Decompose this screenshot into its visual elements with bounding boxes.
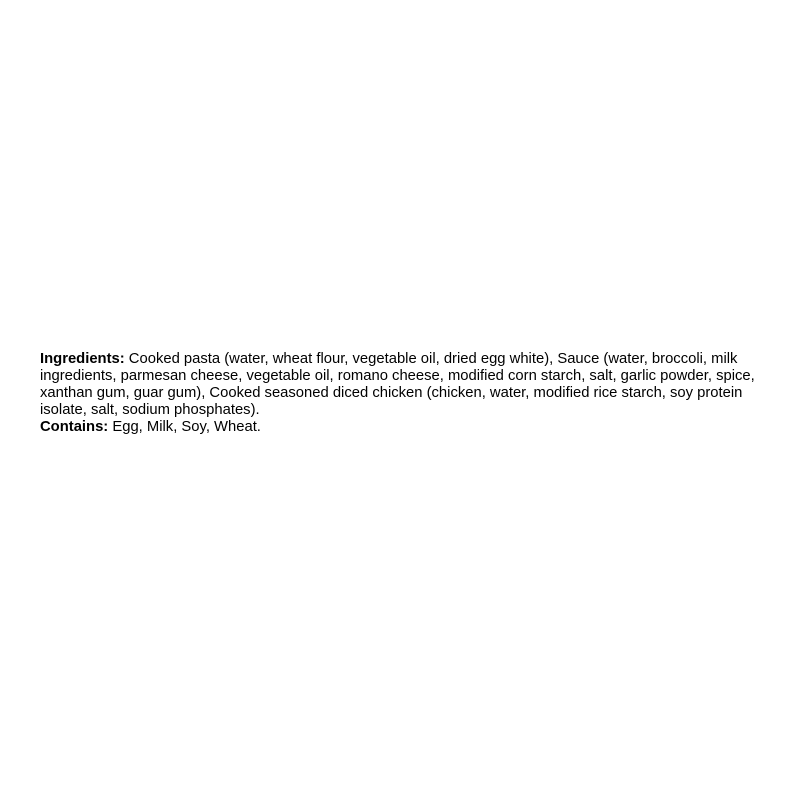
ingredients-line-2: ingredients, parmesan cheese, vegetable oil, romano cheese, modified corn starch, salt, garlic powder, spice, [40,368,755,384]
ingredients-line-1-text: Cooked pasta (water, wheat flour, vegetable oil, dried egg white), Sauce (water, broccoli, milk [124,351,738,367]
ingredients-line-3: xanthan gum, guar gum), Cooked seasoned diced chicken (chicken, water, modified rice starch, soy protein [40,385,743,401]
ingredients-line-4: isolate, salt, sodium phosphates). [40,402,260,418]
contains-line [40,419,780,436]
ingredient-statement [40,351,780,436]
ingredients-line-1 [40,351,780,368]
contains-text: Egg, Milk, Soy, Wheat. [108,419,261,435]
contains-heading: Contains: [40,419,109,435]
ingredients-heading: Ingredients: [40,351,125,367]
